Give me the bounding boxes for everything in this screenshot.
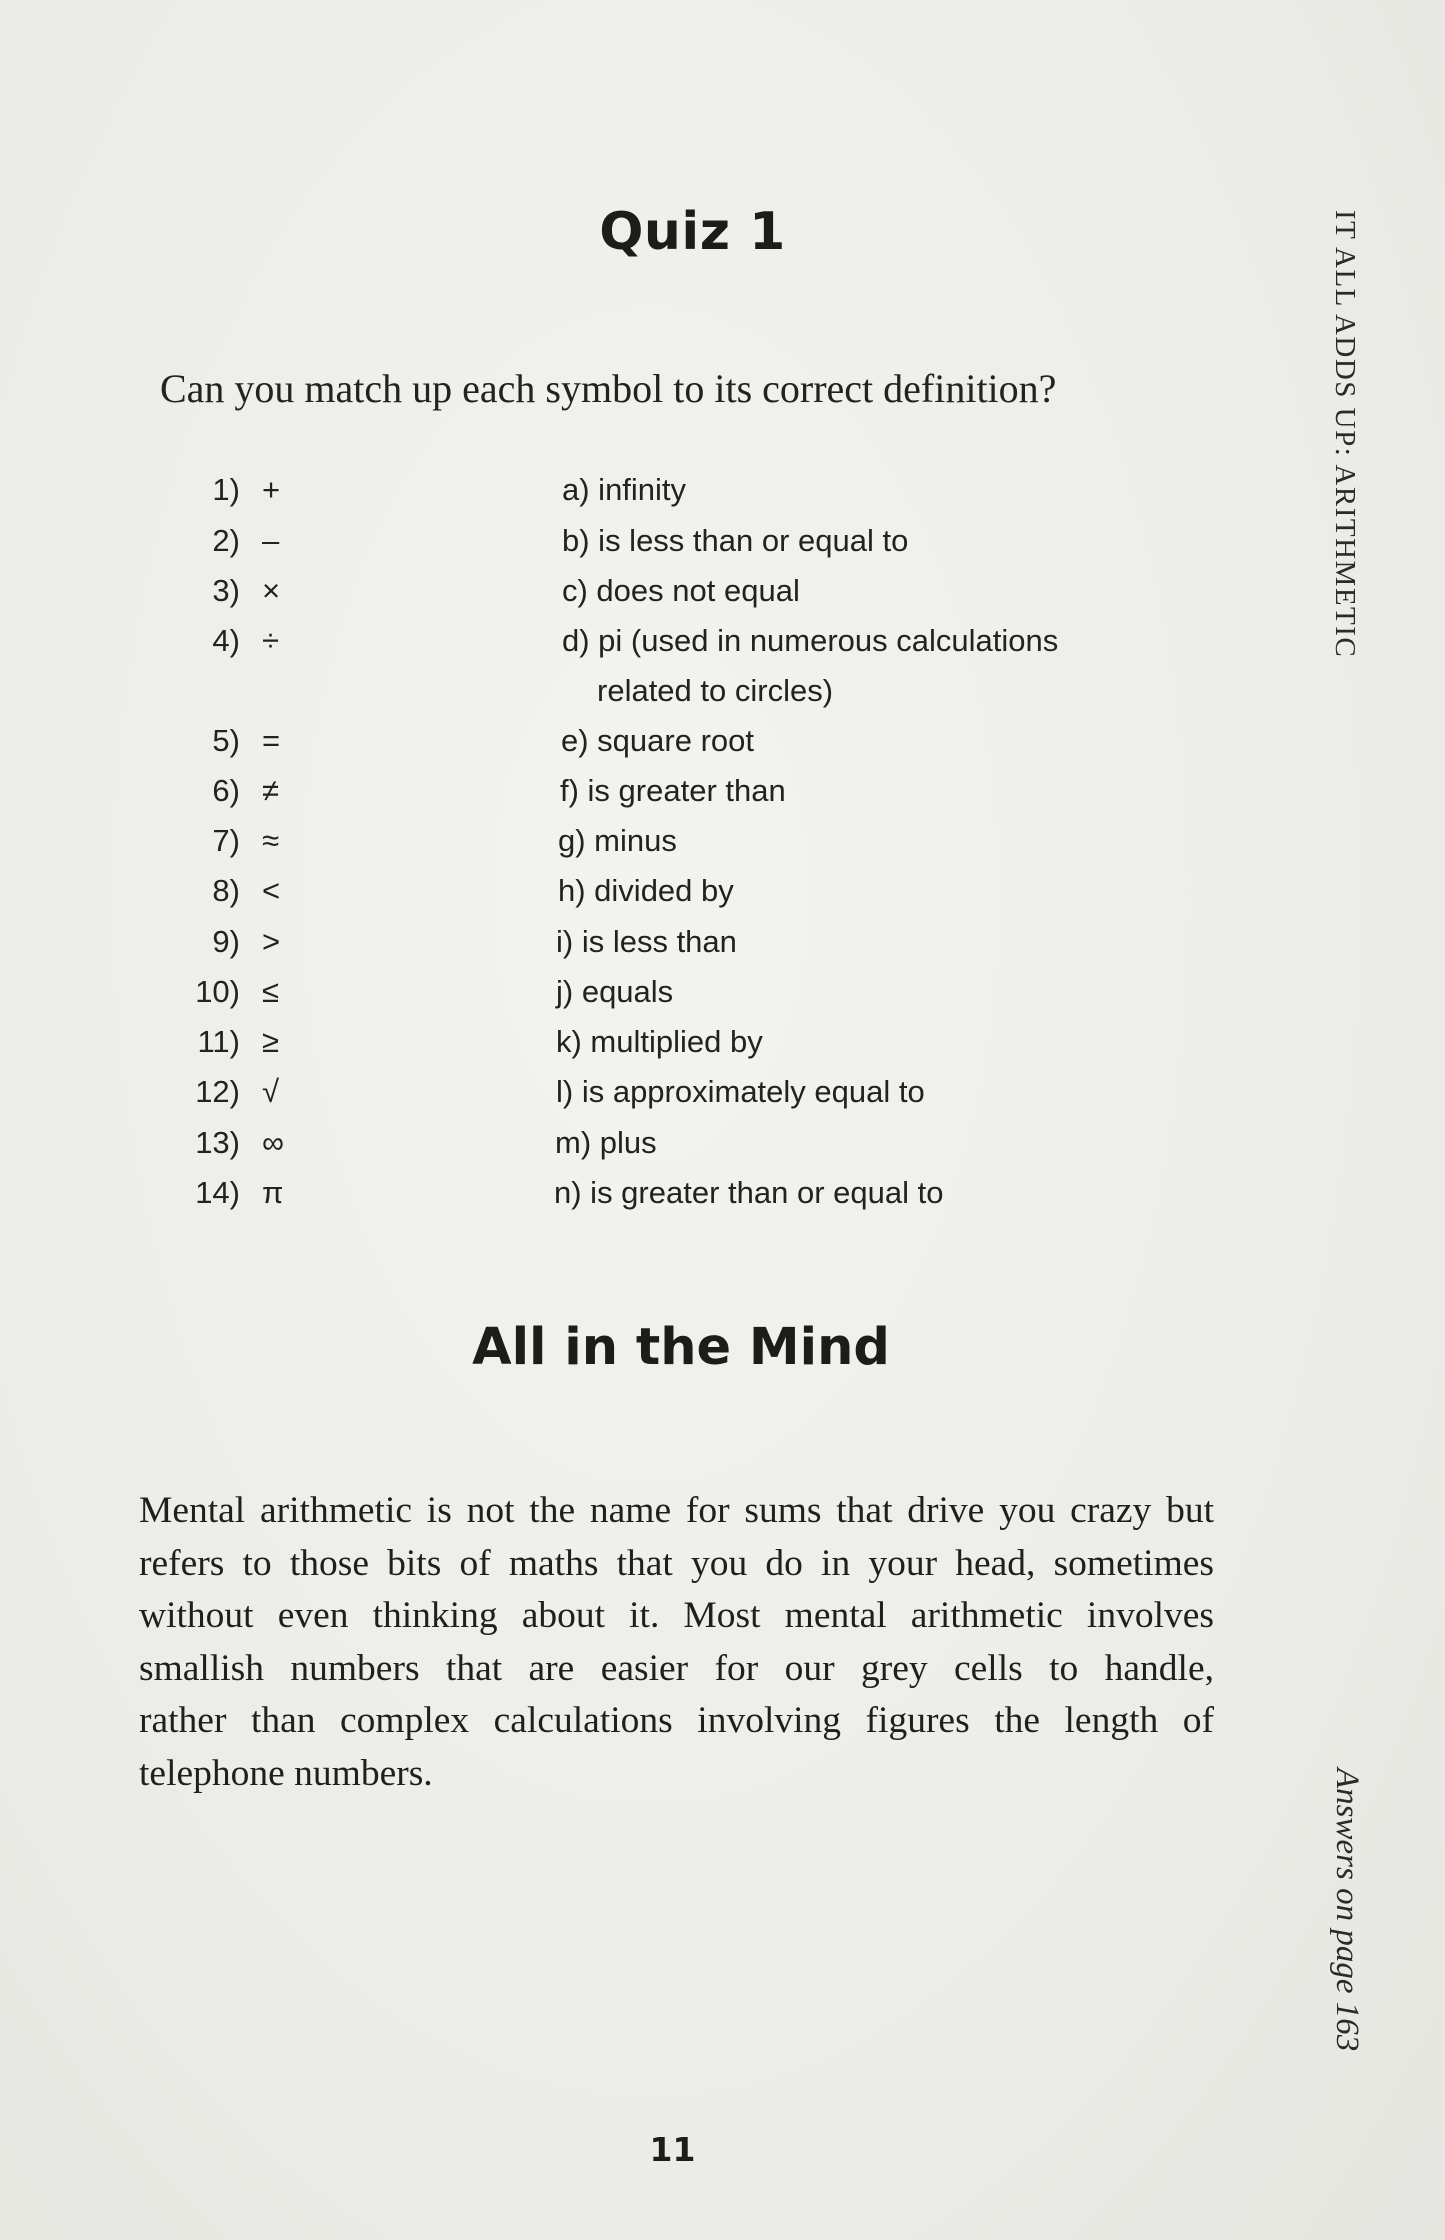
symbol-number: 2) xyxy=(212,523,240,558)
definition: h) divided by xyxy=(558,873,734,908)
math-symbol: < xyxy=(262,873,281,908)
definition: d) pi (used in numerous calculations xyxy=(562,623,1059,658)
math-symbol: + xyxy=(262,472,281,507)
math-symbol: π xyxy=(262,1175,284,1210)
definition: c) does not equal xyxy=(562,573,800,608)
symbol-number: 14) xyxy=(195,1175,240,1210)
math-symbol: ≠ xyxy=(262,773,280,808)
body-line: rather than complex calculations involving figures the length of xyxy=(139,1700,1214,1741)
math-symbol: × xyxy=(262,573,281,608)
definition: m) plus xyxy=(555,1125,657,1160)
definition: i) is less than xyxy=(556,924,737,959)
page-number: 11 xyxy=(649,2130,696,2169)
math-symbol: √ xyxy=(262,1074,280,1109)
quiz-question: Can you match up each symbol to its correct definition? xyxy=(160,366,1057,411)
definition: j) equals xyxy=(556,974,674,1009)
body-line: telephone numbers. xyxy=(139,1752,433,1794)
definition: a) infinity xyxy=(562,472,687,507)
definition: n) is greater than or equal to xyxy=(554,1175,944,1210)
body-line: refers to those bits of maths that you do in your head, sometimes xyxy=(139,1542,1214,1584)
symbol-number: 5) xyxy=(212,723,240,758)
math-symbol: ≥ xyxy=(262,1024,280,1059)
math-symbol: ÷ xyxy=(262,623,280,658)
symbol-number: 4) xyxy=(212,623,240,658)
symbol-number: 1) xyxy=(212,472,240,507)
math-symbol: > xyxy=(262,924,281,959)
definition: e) square root xyxy=(561,723,754,758)
quiz-title: Quiz 1 xyxy=(599,202,786,262)
math-symbol: – xyxy=(262,523,280,558)
definition: b) is less than or equal to xyxy=(562,523,909,558)
symbol-number: 11) xyxy=(197,1024,240,1059)
symbol-number: 13) xyxy=(195,1125,240,1160)
definition: l) is approximately equal to xyxy=(556,1074,925,1109)
symbol-number: 12) xyxy=(195,1074,240,1109)
math-symbol: = xyxy=(262,723,281,758)
section-body xyxy=(139,1485,1214,1800)
body-line: smallish numbers that are easier for our grey cells to handle, xyxy=(139,1647,1214,1689)
symbol-number: 6) xyxy=(212,773,240,808)
body-line: without even thinking about it. Most mental arithmetic involves xyxy=(139,1595,1214,1636)
symbol-number: 9) xyxy=(212,924,240,959)
symbol-number: 7) xyxy=(212,823,240,858)
definition: f) is greater than xyxy=(560,773,786,808)
definition-continuation: related to circles) xyxy=(597,673,834,708)
section-title: All in the Mind xyxy=(472,1318,890,1377)
math-symbol: ∞ xyxy=(262,1125,285,1160)
math-symbol: ≤ xyxy=(262,974,280,1009)
running-head: IT ALL ADDS UP: ARITHMETIC xyxy=(1329,210,1361,659)
math-symbol: ≈ xyxy=(262,823,280,858)
definition: k) multiplied by xyxy=(556,1024,763,1059)
body-line: Mental arithmetic is not the name for sums that drive you crazy but xyxy=(139,1490,1214,1531)
symbol-number: 3) xyxy=(212,573,240,608)
answers-note: Answers on page 163 xyxy=(1329,1768,1365,2052)
definition: g) minus xyxy=(558,823,677,858)
symbol-number: 10) xyxy=(195,974,240,1009)
symbol-number: 8) xyxy=(212,873,240,908)
